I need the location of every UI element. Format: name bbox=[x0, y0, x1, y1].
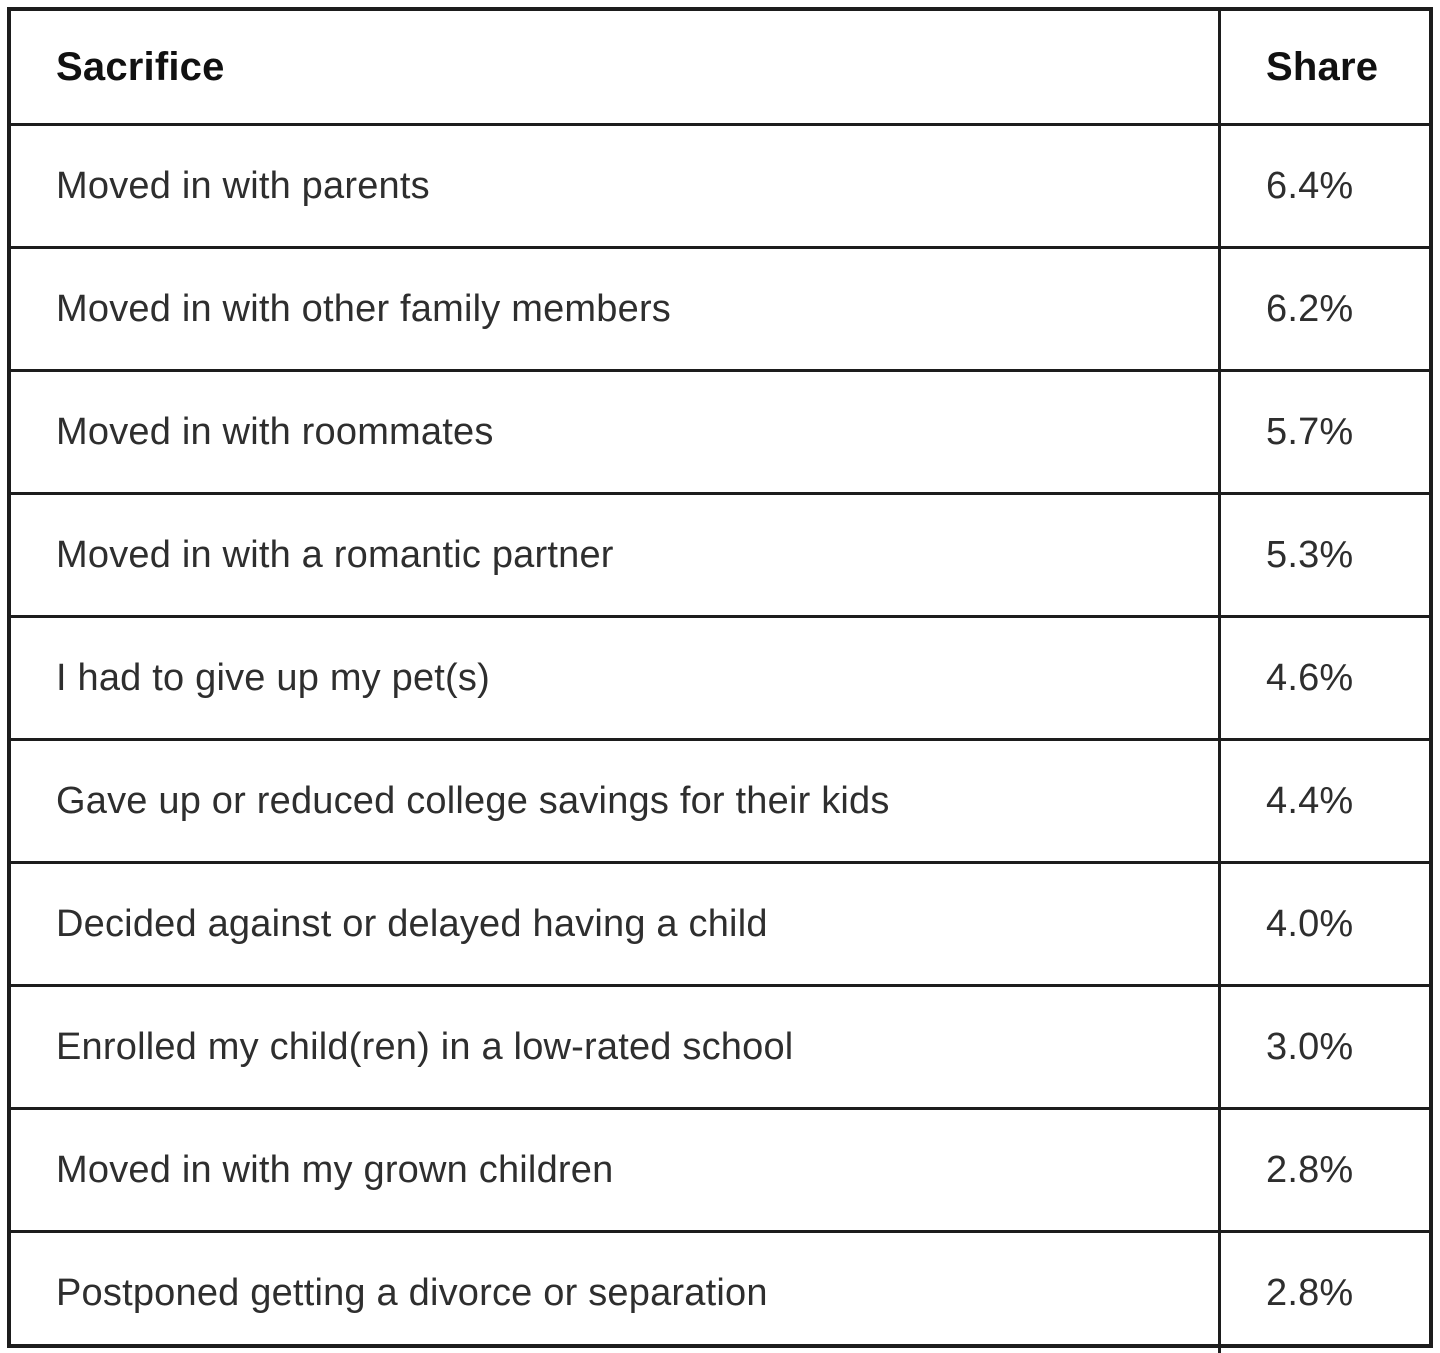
table-row bbox=[11, 1107, 1429, 1230]
table-row bbox=[11, 246, 1429, 369]
table-row bbox=[11, 984, 1429, 1107]
header-sacrifice: Sacrifice bbox=[56, 44, 225, 89]
share-cell: 4.6% bbox=[1218, 618, 1429, 738]
sacrifice-cell: Moved in with parents bbox=[56, 164, 430, 207]
share-cell: 6.4% bbox=[1218, 126, 1429, 246]
sacrifice-cell: Postponed getting a divorce or separation bbox=[56, 1271, 768, 1314]
table-row bbox=[11, 492, 1429, 615]
table-row bbox=[11, 861, 1429, 984]
table-row bbox=[11, 1230, 1429, 1353]
sacrifice-cell: Decided against or delayed having a child bbox=[56, 902, 768, 945]
share-cell: 4.4% bbox=[1218, 741, 1429, 861]
share-cell: 4.0% bbox=[1218, 864, 1429, 984]
sacrifice-cell: Moved in with other family members bbox=[56, 287, 672, 330]
share-cell: 2.8% bbox=[1218, 1233, 1429, 1353]
sacrifice-cell: Enrolled my child(ren) in a low-rated school bbox=[56, 1025, 794, 1068]
share-cell: 3.0% bbox=[1218, 987, 1429, 1107]
header-share: Share bbox=[1218, 11, 1429, 123]
table-row bbox=[11, 615, 1429, 738]
sacrifice-cell: Moved in with roommates bbox=[56, 410, 494, 453]
sacrifice-cell: I had to give up my pet(s) bbox=[56, 656, 490, 699]
share-cell: 5.3% bbox=[1218, 495, 1429, 615]
table-row bbox=[11, 369, 1429, 492]
sacrifice-cell: Gave up or reduced college savings for their kids bbox=[56, 779, 890, 822]
share-cell: 2.8% bbox=[1218, 1110, 1429, 1230]
share-cell: 6.2% bbox=[1218, 249, 1429, 369]
sacrifice-cell: Moved in with a romantic partner bbox=[56, 533, 614, 576]
table-row bbox=[11, 123, 1429, 246]
table-row bbox=[11, 738, 1429, 861]
sacrifice-share-table bbox=[7, 7, 1433, 1348]
sacrifice-cell: Moved in with my grown children bbox=[56, 1148, 614, 1191]
share-cell: 5.7% bbox=[1218, 372, 1429, 492]
table-header-row bbox=[11, 11, 1429, 123]
